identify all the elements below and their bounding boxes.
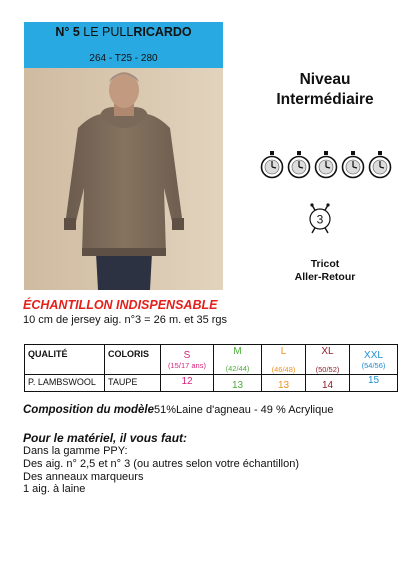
stopwatch-icon <box>314 151 338 179</box>
list-item: 1 aig. à laine <box>23 483 86 496</box>
yarn-quantity-table <box>24 344 398 392</box>
composition <box>23 404 333 416</box>
knitting-needle-icon <box>307 203 333 235</box>
list-item: Des aig. n° 2,5 et n° 3 (ou autres selon votre échantillon) <box>23 457 300 470</box>
size-header-s: S (15/17 ans) <box>161 345 214 375</box>
needle-size-value: 3 <box>316 212 324 227</box>
quality-cell: P. LAMBSWOOL <box>25 375 105 392</box>
pattern-title <box>24 25 223 39</box>
material-title: Pour le matériel, il vous faut: <box>23 431 188 445</box>
material-list <box>23 445 299 496</box>
table-header-row <box>25 345 398 375</box>
level-label <box>255 70 395 110</box>
list-item: Des anneaux marqueurs <box>23 470 144 483</box>
stopwatch-icon <box>368 151 392 179</box>
stopwatch-icon <box>341 151 365 179</box>
composition-label: Composition du modèle <box>23 404 154 416</box>
pattern-number: N° 5 <box>55 25 80 39</box>
pattern-name-prefix: LE PULL <box>83 25 134 39</box>
stopwatch-icon <box>287 151 311 179</box>
stopwatch-icon <box>260 151 284 179</box>
quantity-xl: 14 <box>306 375 350 392</box>
model-photo-illustration <box>24 68 223 290</box>
table-row <box>25 375 398 392</box>
level-value: Intermédiaire <box>276 91 374 108</box>
quantity-xxl: 15 <box>350 375 398 392</box>
technique-line-1: Tricot <box>310 258 340 270</box>
pattern-reference: 264 - T25 - 280 <box>89 53 158 64</box>
model-photo <box>24 68 223 290</box>
column-header-quality: QUALITÉ <box>25 345 105 375</box>
size-header-m: M (42/44) <box>214 345 262 375</box>
technique-label <box>270 258 380 284</box>
list-item: Dans la gamme PPY: <box>23 445 128 457</box>
composition-value: 51%Laine d'agneau - 49 % Acrylique <box>153 404 334 416</box>
quantity-m: 13 <box>214 375 262 392</box>
difficulty-rating <box>260 151 392 181</box>
column-header-colors: COLORIS <box>105 345 161 375</box>
quantity-l: 13 <box>262 375 306 392</box>
size-header-l: L (46/48) <box>262 345 306 375</box>
technique-line-2: Aller-Retour <box>294 271 356 283</box>
swatch-text: 10 cm de jersey aig. n°3 = 26 m. et 35 rgs <box>23 314 228 326</box>
size-header-xxl: XXL (54/56) <box>350 345 398 375</box>
size-header-xl: XL (50/52) <box>306 345 350 375</box>
level-title: Niveau <box>299 71 351 88</box>
color-cell: TAUPE <box>105 375 161 392</box>
swatch-title: ÉCHANTILLON INDISPENSABLE <box>23 298 218 312</box>
quantity-s: 12 <box>161 375 214 392</box>
pattern-name: RICARDO <box>133 25 192 39</box>
pattern-header <box>24 22 223 68</box>
